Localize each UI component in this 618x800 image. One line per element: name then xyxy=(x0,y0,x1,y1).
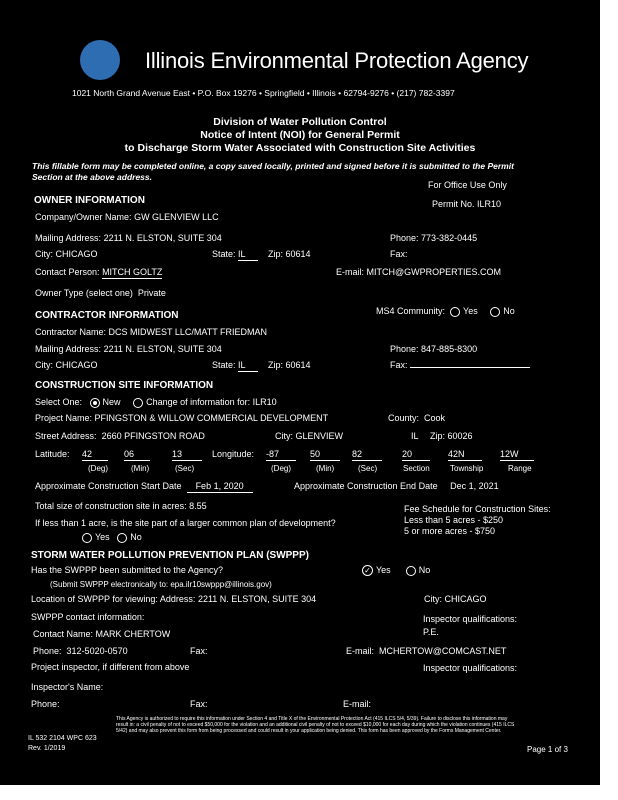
range-field[interactable]: 12W xyxy=(500,449,534,461)
common-plan-yes-radio[interactable] xyxy=(82,533,92,543)
lat-sec-caption: (Sec) xyxy=(175,464,195,473)
fillable-note-1: This fillable form may be completed online, a copy saved locally, printed and signed before it is submitted to the Permit xyxy=(32,161,514,171)
project-name-label: Project Name: xyxy=(35,413,93,423)
swppp-contact-label: Contact Name: xyxy=(33,629,94,639)
acres-field[interactable]: 8.55 xyxy=(189,501,207,511)
county-label: County: xyxy=(388,413,420,423)
swppp-email-label: E-mail: xyxy=(346,646,375,656)
iepa-logo xyxy=(80,40,120,80)
owner-city-field[interactable]: CHICAGO xyxy=(55,249,98,259)
owner-city-label: City: xyxy=(35,249,53,259)
company-field[interactable]: GW GLENVIEW LLC xyxy=(134,212,219,222)
lon-min-caption: (Min) xyxy=(316,464,335,473)
lon-deg-caption: (Deg) xyxy=(271,464,292,473)
owner-email-label: E-mail: xyxy=(336,267,365,277)
common-plan-yes-label: Yes xyxy=(95,532,110,542)
contractor-name-label: Contractor Name: xyxy=(35,327,107,337)
division-title: Division of Water Pollution Control xyxy=(213,116,387,128)
contact-person-label: Contact Person: xyxy=(35,267,100,277)
owner-zip-field[interactable]: 60614 xyxy=(285,249,311,259)
contractor-mailing-label: Mailing Address: xyxy=(35,344,102,354)
owner-phone-label: Phone: xyxy=(390,233,419,243)
swppp-no-label: No xyxy=(418,565,431,575)
fee-large: 5 or more acres - $750 xyxy=(404,526,496,536)
owner-type-label: Owner Type (select one) xyxy=(35,288,133,298)
owner-mailing-label: Mailing Address: xyxy=(35,233,102,243)
office-use-label: For Office Use Only xyxy=(428,180,507,190)
inspector-fax-label: Fax: xyxy=(190,699,208,709)
common-plan-no-radio[interactable] xyxy=(117,533,127,543)
contractor-city-label: City: xyxy=(35,360,53,370)
swppp-email-field[interactable]: MCHERTOW@COMCAST.NET xyxy=(379,646,507,656)
site-zip-label: Zip: xyxy=(430,431,446,441)
inspector-qual2-label: Inspector qualifications: xyxy=(423,663,518,673)
swppp-contact-field[interactable]: MARK CHERTOW xyxy=(95,629,171,639)
form-revision: Rev. 1/2019 xyxy=(28,745,66,752)
lon-sec-field[interactable]: 82 xyxy=(352,449,382,461)
swppp-phone-field[interactable]: 312-5020-0570 xyxy=(66,646,128,656)
select-one-label: Select One: xyxy=(35,397,83,407)
owner-type-select[interactable]: Private xyxy=(137,288,166,298)
inspector-qual-field[interactable]: P.E. xyxy=(423,627,439,637)
site-city-field[interactable]: GLENVIEW xyxy=(295,431,344,441)
lat-deg-field[interactable]: 42 xyxy=(82,449,108,461)
ms4-no-label: No xyxy=(503,306,515,316)
end-date-label: Approximate Construction End Date xyxy=(294,481,438,491)
contractor-fax-label: Fax: xyxy=(390,360,408,370)
ms4-no-radio[interactable] xyxy=(490,307,500,317)
fee-schedule-title: Fee Schedule for Construction Sites: xyxy=(404,504,551,514)
ms4-label: MS4 Community: xyxy=(376,306,446,316)
swppp-city-label: City: xyxy=(424,594,442,604)
lon-deg-field[interactable]: -87 xyxy=(266,449,296,461)
form-id: IL 532 2104 WPC 623 xyxy=(28,735,97,742)
agency-address: 1021 North Grand Avenue East • P.O. Box 19276 • Springfield • Illinois • 62794-9276 • (217) 782-3397 xyxy=(72,88,455,98)
swppp-location-label: Location of SWPPP for viewing: Address: xyxy=(31,594,196,604)
contractor-state-field[interactable]: IL xyxy=(238,360,258,372)
ms4-yes-label: Yes xyxy=(463,306,478,316)
swppp-fax-label: Fax: xyxy=(190,646,208,656)
project-inspector-label: Project inspector, if different from above xyxy=(31,662,190,672)
new-radio[interactable] xyxy=(90,398,100,408)
company-label: Company/Owner Name: xyxy=(35,212,132,222)
owner-zip-label: Zip: xyxy=(268,249,284,259)
site-heading: CONSTRUCTION SITE INFORMATION xyxy=(35,380,214,391)
swppp-yes-check-icon[interactable]: ✓ xyxy=(362,565,373,576)
purpose-title: to Discharge Storm Water Associated with Construction Site Activities xyxy=(124,142,476,154)
change-radio[interactable] xyxy=(133,398,143,408)
section-field[interactable]: 20 xyxy=(402,449,430,461)
change-label: Change of information for: ILR10 xyxy=(146,397,277,407)
common-plan-question: If less than 1 acre, is the site part of a larger common plan of development? xyxy=(35,518,336,528)
lon-min-field[interactable]: 50 xyxy=(310,449,340,461)
permit-no-value[interactable]: ILR10 xyxy=(477,199,502,209)
swppp-contact-info-label: SWPPP contact information: xyxy=(31,612,145,622)
common-plan-no-label: No xyxy=(130,532,142,542)
owner-state-field[interactable]: IL xyxy=(238,249,258,261)
street-label: Street Address: xyxy=(35,431,97,441)
range-caption: Range xyxy=(508,464,532,473)
new-label: New xyxy=(102,397,121,407)
owner-phone-field[interactable]: 773-382-0445 xyxy=(421,233,478,243)
swppp-phone-label: Phone: xyxy=(33,646,62,656)
start-date-label: Approximate Construction Start Date xyxy=(35,481,182,491)
owner-heading: OWNER INFORMATION xyxy=(34,195,145,206)
latitude-label: Latitude: xyxy=(35,449,70,459)
contractor-phone-label: Phone: xyxy=(390,344,419,354)
notice-title: Notice of Intent (NOI) for General Permit xyxy=(200,129,400,141)
contractor-state-label: State: xyxy=(212,360,236,370)
contractor-heading: CONTRACTOR INFORMATION xyxy=(35,310,179,321)
township-field[interactable]: 42N xyxy=(448,449,482,461)
contractor-name-field[interactable]: DCS MIDWEST LLC/MATT FRIEDMAN xyxy=(108,327,268,337)
inspector-name-label: Inspector's Name: xyxy=(31,682,104,692)
fee-small: Less than 5 acres - $250 xyxy=(404,515,504,525)
page-number: Page 1 of 3 xyxy=(527,745,568,754)
lon-sec-caption: (Sec) xyxy=(358,464,378,473)
start-date-field[interactable]: Feb 1, 2020 xyxy=(187,481,253,493)
legal-notice: This Agency is authorized to require this information under Section 4 and Title X of the Environmental Protection Act (415 ILCS 5/4, 5/39). Failure to disclose this information may result in: a civil penalty of not to exceed $50,000 for the violation and an additional civil penalty of not to exceed $10,000 for each day during which the violation continues (415 ILCS 5/42) and may also prevent this form from being processed and could result in your application being denied. This form has been approved by the Forms Management Center. xyxy=(116,716,515,734)
swppp-no-radio[interactable] xyxy=(406,566,416,576)
lat-min-caption: (Min) xyxy=(131,464,150,473)
inspector-phone-label: Phone: xyxy=(31,699,60,709)
inspector-qual-label: Inspector qualifications: xyxy=(423,614,518,624)
owner-mailing-field[interactable]: 2211 N. ELSTON, SUITE 304 xyxy=(103,233,222,243)
project-name-field[interactable]: PFINGSTON & WILLOW COMMERCIAL DEVELOPMENT xyxy=(94,413,329,423)
contractor-zip-label: Zip: xyxy=(268,360,284,370)
site-city-label: City: xyxy=(275,431,293,441)
contractor-fax-field[interactable] xyxy=(410,367,530,368)
swppp-city-field[interactable]: CHICAGO xyxy=(444,594,487,604)
site-zip-field[interactable]: 60026 xyxy=(447,431,473,441)
swppp-heading: STORM WATER POLLUTION PREVENTION PLAN (SWPPP) xyxy=(31,550,309,561)
longitude-label: Longitude: xyxy=(212,449,255,459)
site-state-field[interactable]: IL xyxy=(411,431,419,441)
contractor-zip-field[interactable]: 60614 xyxy=(285,360,311,370)
county-field[interactable]: Cook xyxy=(424,413,446,423)
end-date-field[interactable]: Dec 1, 2021 xyxy=(450,481,499,491)
acres-label: Total size of construction site in acres: xyxy=(35,501,187,511)
township-caption: Township xyxy=(450,464,484,473)
permit-no-label: Permit No. xyxy=(432,199,475,209)
section-caption: Section xyxy=(403,464,430,473)
contractor-phone-field[interactable]: 847-885-8300 xyxy=(421,344,478,354)
ms4-yes-radio[interactable] xyxy=(450,307,460,317)
owner-state-label: State: xyxy=(212,249,236,259)
owner-email-field[interactable]: MITCH@GWPROPERTIES.COM xyxy=(366,267,502,277)
swppp-yes-label: Yes xyxy=(376,565,391,575)
swppp-submit-note: (Submit SWPPP electronically to: epa.ilr10swppp@illinois.gov) xyxy=(50,580,272,589)
contractor-mailing-field[interactable]: 2211 N. ELSTON, SUITE 304 xyxy=(103,344,222,354)
lat-deg-caption: (Deg) xyxy=(88,464,109,473)
street-field[interactable]: 2660 PFINGSTON ROAD xyxy=(101,431,205,441)
swppp-submitted-question: Has the SWPPP been submitted to the Agency? xyxy=(31,565,223,575)
owner-fax-label: Fax: xyxy=(390,249,408,259)
inspector-email-label: E-mail: xyxy=(343,699,372,709)
contact-person-field[interactable]: MITCH GOLTZ xyxy=(102,267,163,277)
agency-title: Illinois Environmental Protection Agency xyxy=(145,48,529,73)
lat-min-field[interactable]: 06 xyxy=(124,449,150,461)
contractor-city-field[interactable]: CHICAGO xyxy=(55,360,98,370)
lat-sec-field[interactable]: 13 xyxy=(172,449,202,461)
swppp-location-field[interactable]: 2211 N. ELSTON, SUITE 304 xyxy=(197,594,317,604)
fillable-note-2: Section at the above address. xyxy=(32,172,152,182)
